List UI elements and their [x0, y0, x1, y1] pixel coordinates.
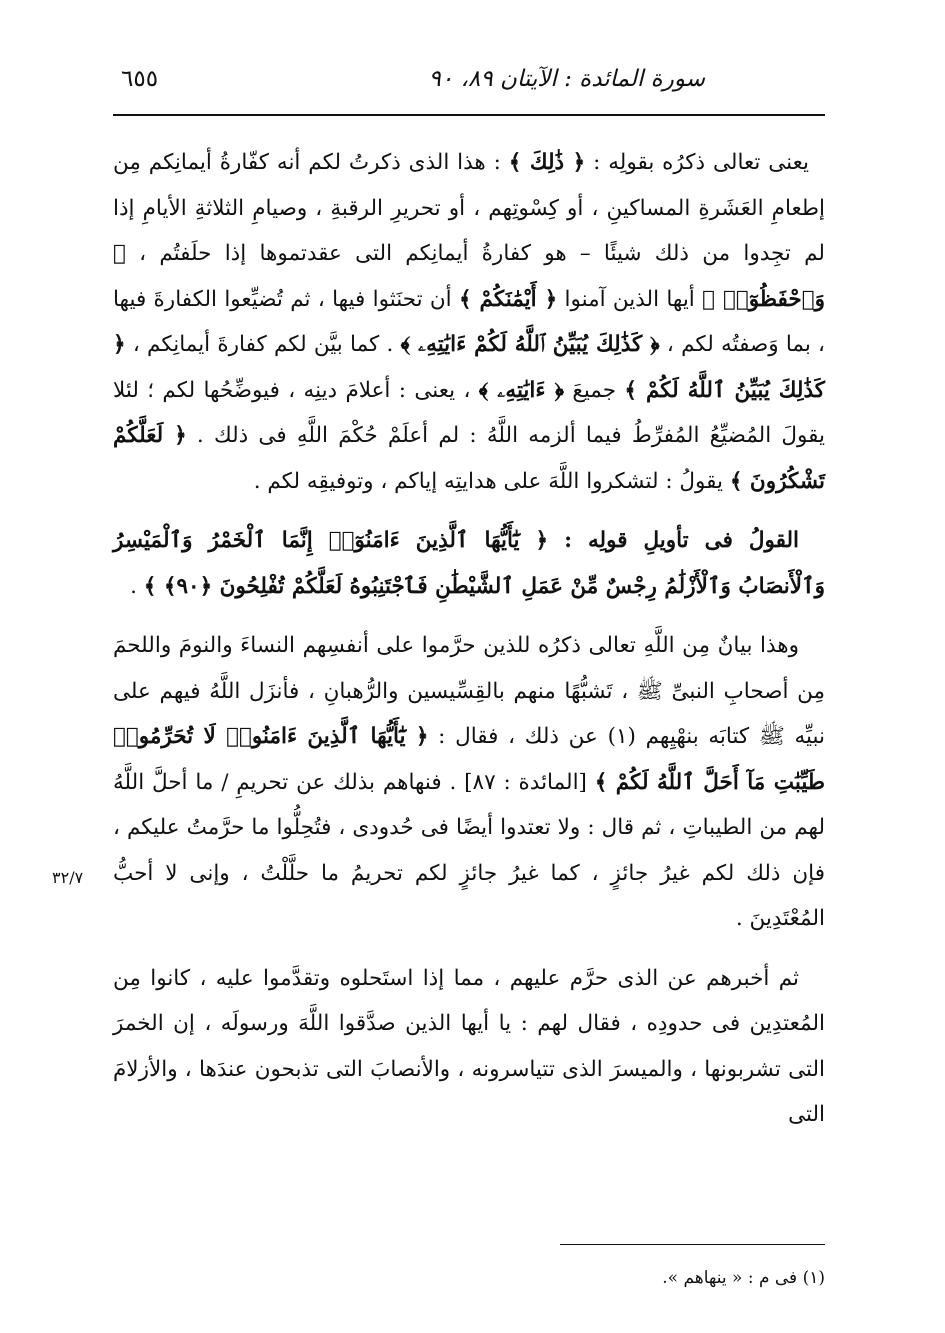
quran-verse: ﴿ يَٰٓأَيُّهَا ٱلَّذِينَ ءَامَنُوا۟ لَا تُحَرِّمُوا۟ طَيِّبَٰتِ مَآ أَحَلَّ ٱللَّهُ لَكُمْ ﴾: [113, 724, 825, 795]
quran-verse: ﴿ يَٰٓأَيُّهَا ٱلَّذِينَ ءَامَنُوٓا۟ إِنَّمَا ٱلْخَمْرُ وَٱلْمَيْسِرُ وَٱلْأَنصَابُ وَٱلْأَزْلَٰمُ رِجْسٌ مِّنْ عَمَلِ ٱلشَّيْطَٰنِ فَٱجْتَنِبُوهُ لَعَلَّكُمْ تُفْلِحُونَ ﴿٩٠﴾ ﴾: [113, 528, 825, 599]
text-segment: وهذا بيانٌ مِن اللَّهِ تعالى ذكرُه للذين حرَّموا على أنفسِهم النساءَ والنومَ واللحمَ مِن أصحابِ النبىِّ ﷺ ، تَشبُّهًا منهم بالقِسِّيسين والرُّهبانِ ، فأنزَل اللَّهُ فيهم على نبيِّه ﷺ كتابَه بنهْيِهم: [113, 633, 826, 749]
page-header: [113, 62, 825, 102]
quran-verse: ﴿ كَذَٰلِكَ يُبَيِّنُ ٱللَّهُ لَكُمْ ءَايَٰتِهِۦ ﴾: [400, 332, 660, 357]
quran-verse: ﴿ أَيْمَٰنَكُمْ ﴾: [458, 286, 558, 312]
text-segment: عن ذلك ، فقال :: [428, 724, 608, 749]
body-paragraph: [113, 140, 825, 504]
quran-verse: ﴿ وَٱحْفَظُوٓا۟ ﴾: [113, 241, 825, 312]
footnote: (١) فى م : « ينهاهم ».: [662, 1268, 825, 1288]
quran-verse: ﴿ كَذَٰلِكَ يُبَيِّنُ ٱللَّهُ لَكُمْ ﴾: [113, 332, 825, 403]
text-segment: أيها الذين آمنوا: [557, 286, 703, 312]
margin-reference: ٣٢/٧: [52, 868, 84, 887]
text-segment: [المائدة : ٨٧] . فنهاهم بذلك عن تحريمِ / ما أحلَّ اللَّهُ لهم من الطيباتِ ، ثم قال : ولا تعتدوا أيضًا فى حُدودى ، فتُحِلُّوا ما حرَّمتُ عليكم ، فإن ذلك لكم غيرُ جائزٍ ، كما غيرُ جائزٍ لكم تحريمُ ما حلَّلْتُ ، وإنى لا أحبُّ المُعْتَدِينَ .: [113, 769, 825, 931]
running-title: سورة المائدة : الآيتان ٨٩، ٩٠: [428, 66, 705, 92]
text-segment: يعنى تعالى ذكرُه بقولِه :: [585, 150, 809, 175]
page-number: ٦٥٥: [121, 66, 159, 92]
text-segment: : هذا الذى ذكرتُ لكم أنه كفّارةُ أيمانِكم مِن إطعامِ العَشَرةِ المساكينِ ، أو كِسْوتِهم ، أو تحريرِ الرقبةِ ، وصيامِ الثلاثةِ الأيامِ إذا لم تجِدوا من ذلك شيئًا – هو كفارةُ أيمانِكم التى عقدتموها إذا حلَفتُم ،: [113, 150, 825, 266]
quran-verse: ﴿ ذَٰلِكَ ﴾: [508, 150, 586, 175]
text-segment: (١): [607, 724, 636, 749]
text-segment: جميعَ: [564, 377, 625, 403]
body-paragraph: [113, 623, 825, 942]
footnote-rule: [560, 1244, 825, 1245]
quran-verse: ﴿ لَعَلَّكُمْ تَشْكُرُونَ ﴾: [113, 423, 825, 494]
quran-verse: ﴿ ءَايَٰتِهِۦ ﴾: [478, 377, 565, 403]
text-segment: . كما بيَّن لكم كفارةَ أيمانِكم ،: [125, 332, 401, 357]
header-rule: [113, 114, 825, 116]
text-segment: .: [130, 573, 144, 599]
quran-verse: القولُ فى تأويلِ قولِه :: [548, 528, 799, 553]
body-paragraph: [113, 956, 825, 1138]
text-segment: أن تحنَثوا فيها ، ثم تُضيِّعوا الكفارةَ فيها ، بما وَصفتُه لكم ،: [113, 286, 825, 357]
body-text: [113, 140, 825, 1152]
text-segment: ثم أخبرهم عن الذى حرَّم عليهم ، مما إذا استَحلوه وتقدَّموا عليه ، كانوا مِن المُعتدِين فى حدودِه ، فقال لهم : يا أيها الذين صدَّقوا اللَّهَ ورسولَه ، إن الخمرَ التى تشربونها ، والميسرَ الذى تتياسرونه ، والأنصابَ التى تذبحون عندَها ، والأزلامَ التى: [113, 965, 825, 1127]
text-segment: يقولُ : لتشكروا اللَّهَ على هدايتِه إياكم ، وتوفيقِه لكم .: [253, 468, 730, 494]
text-segment: ، يعنى : أعلامَ دينِه ، فيوضِّحُها لكم ؛ لئلا يقولَ المُضيِّعُ المُفرِّطُ فيما ألزمه اللَّهُ : لم أعلَمْ حُكْمَ اللَّهِ فى ذلك .: [113, 377, 825, 448]
body-paragraph: [113, 518, 825, 609]
